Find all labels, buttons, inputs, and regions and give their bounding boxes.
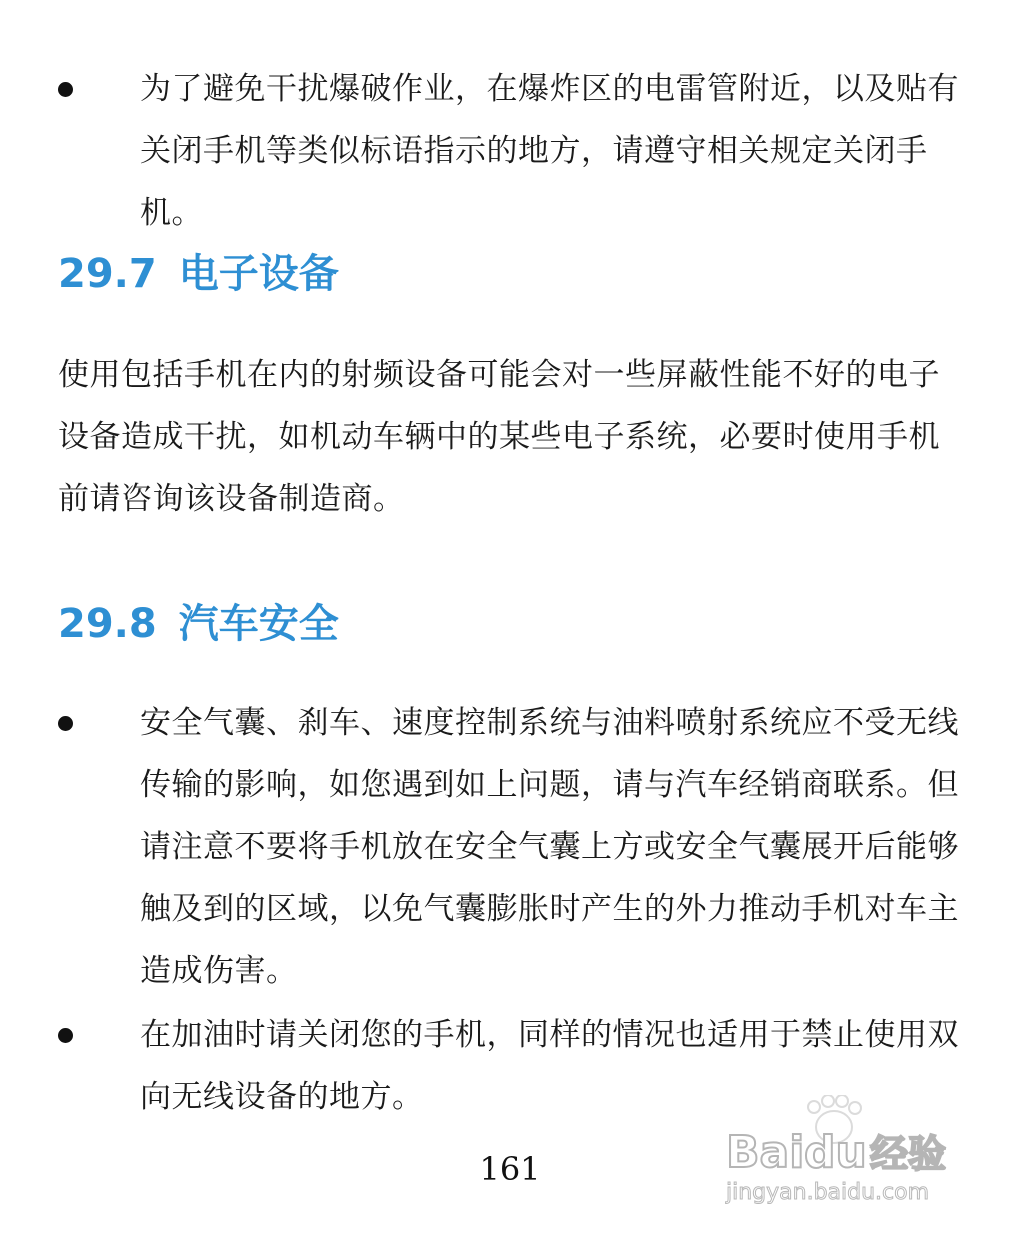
bullet-text: 为了避免干扰爆破作业，在爆炸区的电雷管附近，以及贴有关闭手机等类似标语指示的地方，请遵守相关规定关闭手机。 (140, 71, 959, 231)
svg-text:经验: 经验 (870, 1132, 947, 1176)
page-number: 161 (479, 1150, 541, 1188)
section-number: 29.8 (58, 601, 157, 647)
bullet-dot (58, 716, 73, 731)
section-heading (58, 242, 339, 299)
bullet-text: 安全气囊、刹车、速度控制系统与油料喷射系统应不受无线传输的影响，如您遇到如上问题，请与汽车经销商联系。但请注意不要将手机放在安全气囊上方或安全气囊展开后能够触及到的区域，以免气囊膨胀时产生的外力推动手机对车主造成伤害。 (140, 705, 959, 989)
baidu-watermark-logo (722, 1095, 972, 1215)
bullet-dot (58, 1028, 73, 1043)
watermark-url-text: jingyan.baidu.com (726, 1180, 930, 1205)
svg-text:du: du (804, 1127, 867, 1178)
watermark-brand-text: Bai (726, 1127, 805, 1178)
section-title: 汽车安全 (178, 601, 339, 647)
section-title: 电子设备 (178, 251, 339, 297)
bullet-dot (58, 82, 73, 97)
section-paragraph: 使用包括手机在内的射频设备可能会对一些屏蔽性能不好的电子设备造成干扰，如机动车辆中的某些电子系统，必要时使用手机前请咨询该设备制造商。 (58, 357, 940, 517)
bullet-text: 在加油时请关闭您的手机，同样的情况也适用于禁止使用双向无线设备的地方。 (140, 1017, 959, 1115)
section-heading (58, 592, 339, 649)
section-number: 29.7 (58, 251, 157, 297)
